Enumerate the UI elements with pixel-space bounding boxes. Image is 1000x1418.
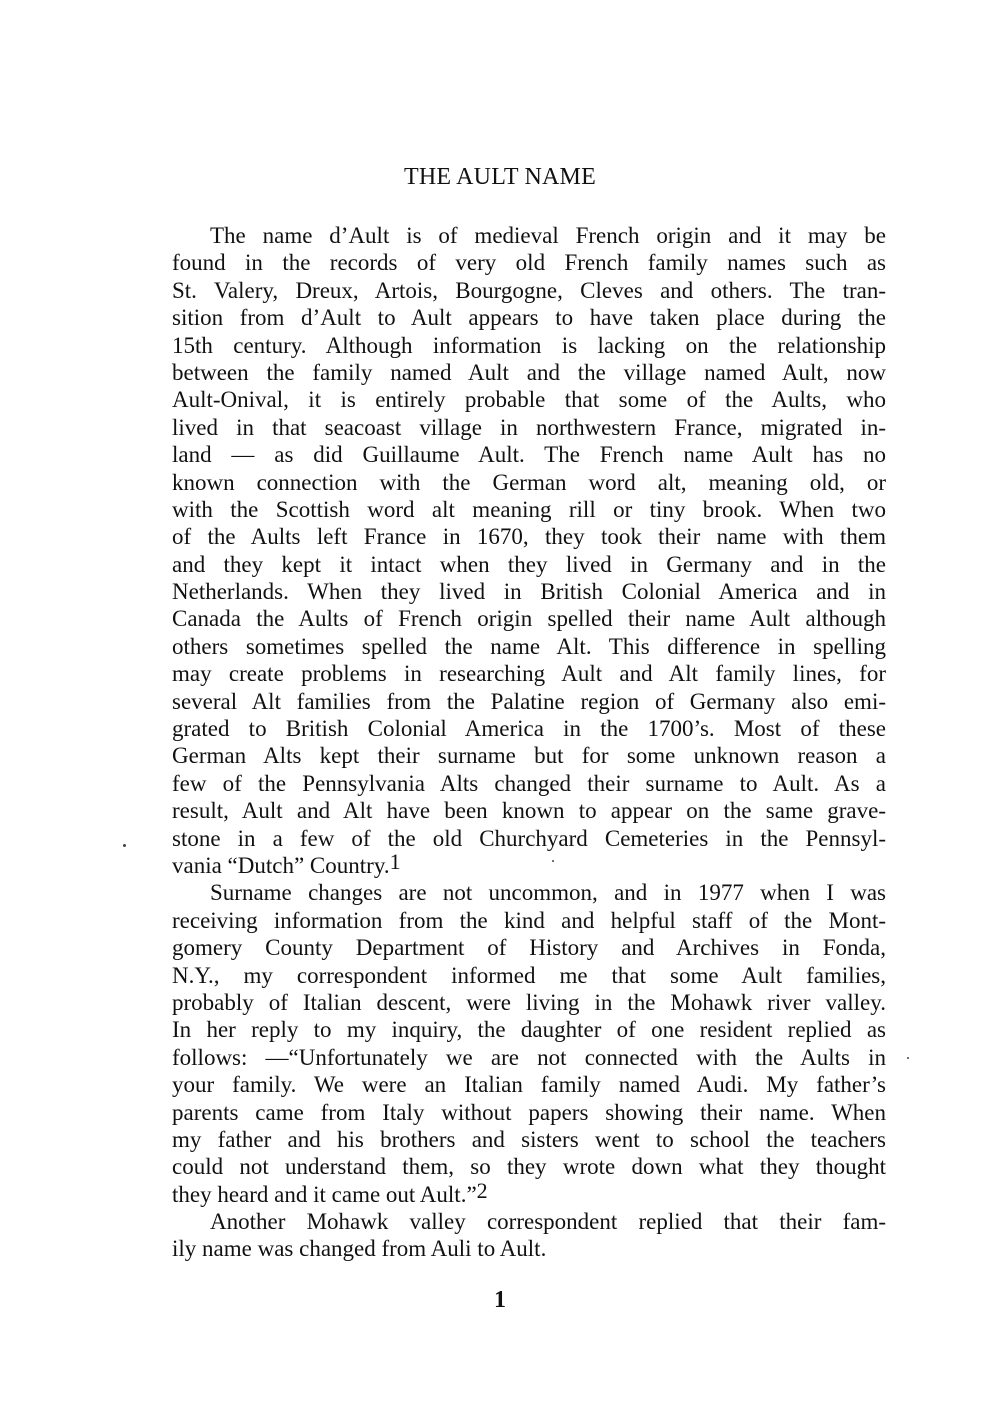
text-line: several Alt families from the Palatine region of Germany also emi- [172,688,886,714]
text-line: stone in a few of the old Churchyard Cemeteries in the Pennsyl- [172,825,886,851]
chapter-title: THE AULT NAME [404,164,596,190]
text-line: Surname changes are not uncommon, and in 1977 when I was [210,880,886,906]
text-line-last [172,1177,886,1208]
text-line-last: ily name was changed from Auli to Ault. [172,1236,547,1262]
text-line: In her reply to my inquiry, the daughter of one resident replied as [172,1017,886,1043]
text-line: others sometimes spelled the name Alt. This difference in spelling [172,633,886,659]
text-line: sition from d’Ault to Ault appears to have taken place during the [172,305,886,331]
text-line: could not understand them, so they wrote down what they thought [172,1154,886,1180]
scan-speck [123,844,126,847]
text-line: and they kept it intact when they lived in Germany and in the [172,551,886,577]
paragraph-1 [172,222,886,879]
text-line: The name d’Ault is of medieval French origin and it may be [210,223,886,248]
text-line: receiving information from the kind and helpful staff of the Mont- [172,907,886,933]
text-line: gomery County Department of History and Archives in Fonda, [172,935,886,961]
text-line: N.Y., my correspondent informed me that some Ault families, [172,962,886,988]
text-line: found in the records of very old French family names such as [172,250,886,276]
text-line: may create problems in researching Ault and Alt family lines, for [172,661,886,687]
page-number: 1 [494,1287,506,1313]
text-line: lived in that seacoast village in northwestern France, migrated in- [172,414,886,440]
text-line: Ault-Onival, it is entirely probable that some of the Aults, who [172,387,886,413]
text-line: between the family named Ault and the village named Ault, now [172,359,886,385]
text-line: follows: —“Unfortunately we are not connected with the Aults in [172,1044,886,1070]
scan-speck [907,1057,909,1059]
text-line-content: they heard and it came out Ault.” [172,1181,477,1207]
text-line: parents came from Italy without papers showing their name. When [172,1099,886,1125]
body-text [172,222,886,1263]
text-line: known connection with the German word alt, meaning old, or [172,469,886,495]
scan-speck [552,860,554,862]
text-line: Another Mohawk valley correspondent replied that their fam- [210,1209,886,1235]
text-line: 15th century. Although information is lacking on the relationship [172,332,886,358]
footnote-marker: 2 [476,1177,488,1203]
paragraph-3 [172,1208,886,1263]
text-line: your family. We were an Italian family named Audi. My father’s [172,1072,886,1098]
footnote-marker: 1 [389,848,401,874]
text-line: few of the Pennsylvania Alts changed their surname to Ault. As a [172,770,886,796]
text-line-last [172,848,886,879]
text-line: result, Ault and Alt have been known to appear on the same grave- [172,798,886,824]
text-line: with the Scottish word alt meaning rill or tiny brook. When two [172,496,886,522]
text-line: my father and his brothers and sisters went to school the teachers [172,1126,886,1152]
paragraph-2 [172,879,886,1208]
text-line: grated to British Colonial America in the 1700’s. Most of these [172,716,886,742]
text-line: Canada the Aults of French origin spelled their name Ault although [172,606,886,632]
text-line: German Alts kept their surname but for some unknown reason a [172,743,886,769]
text-line-content: vania “Dutch” Country. [172,852,390,878]
text-line: of the Aults left France in 1670, they took their name with them [172,524,886,550]
text-line: St. Valery, Dreux, Artois, Bourgogne, Cleves and others. The tran- [172,277,886,303]
text-line: probably of Italian descent, were living in the Mohawk river valley. [172,989,886,1015]
text-line: land — as did Guillaume Ault. The French name Ault has no [172,442,886,468]
text-line: Netherlands. When they lived in British Colonial America and in [172,579,886,605]
